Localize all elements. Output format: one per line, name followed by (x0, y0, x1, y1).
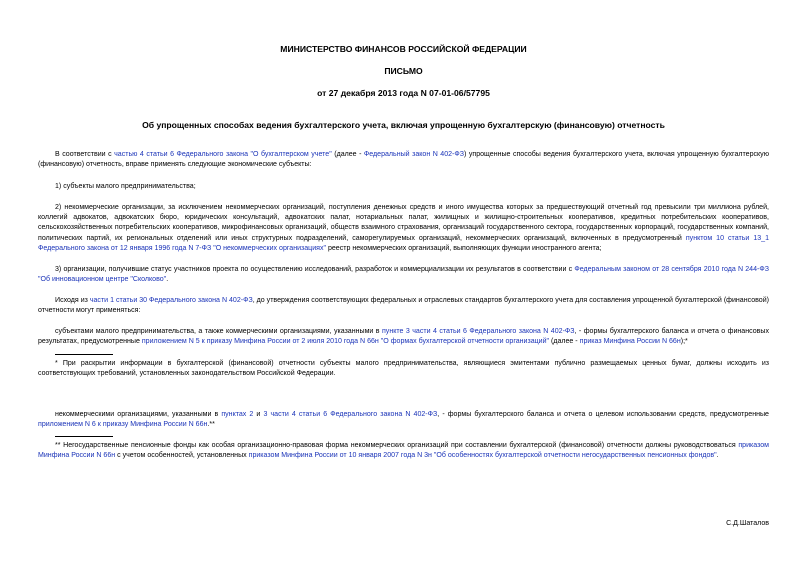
paragraph-small-business (38, 327, 769, 347)
text: некоммерческими организациями, указанными в (55, 411, 222, 418)
link-order-66n-pension[interactable]: приказом Минфина России N 66н (38, 442, 769, 460)
link-law-art30[interactable]: части 1 статьи 30 Федерального закона N 402-ФЗ (89, 297, 253, 304)
text: ** Негосударственные пенсионные фонды как особая организационно-правовая форма некоммерческих организаций при составлении бухгалтерской (финансовой) отчетности должны руководствоваться (55, 442, 739, 449)
footnote-1 (38, 359, 769, 379)
paragraph-item-1 (38, 182, 769, 192)
text: (далее - (331, 151, 364, 158)
link-law-items2[interactable]: пунктах 2 (221, 411, 254, 418)
text: , - формы бухгалтерского баланса и отчета о целевом использовании средств, предусмотренные (437, 411, 769, 418)
text: субъектами малого предпринимательства, а также коммерческими организациями, указанными в (55, 328, 382, 335)
footnote-2 (38, 441, 769, 461)
signature: С.Д.Шаталов (726, 520, 769, 527)
link-law-244fz[interactable]: Федеральным законом от 28 сентября 2010 года N 244-ФЗ "Об инновационном центре "Сколково" (38, 266, 769, 284)
text: ) упрощенные способы ведения бухгалтерского учета, включая упрощенную бухгалтерскую (финансовую) отчетность, вправе применять следующие экономические субъекты: (38, 151, 769, 169)
text: * При раскрытии информации в бухгалтерской (финансовой) отчетности субъекты малого предпринимательства, являющиеся эмитентами публично размещаемых ценных бумаг, должны исходить из соответствующих требований, установленных законодательством Российской Федерации. (38, 360, 769, 378)
paragraph-nonprofit (38, 410, 769, 430)
text: 1) субъекты малого предпринимательства; (55, 183, 196, 190)
text: и (253, 411, 264, 418)
text: );* (680, 338, 688, 346)
paragraph-basis (38, 296, 769, 316)
text: В соответствии с (55, 151, 115, 158)
paragraph-intro (38, 150, 769, 170)
link-law-402fz[interactable]: Федеральный закон N 402-ФЗ (363, 151, 465, 158)
text: с учетом особенностей, установленных (115, 452, 249, 460)
text: 2) некоммерческие организации, за исключением некоммерческих организаций, поступления денежных средств и иного имущества которых за предшествующий отчетный год превысили три миллиона рублей, коллегий адвокатов, адвокатских бюро, юридических консультаций, адвокатских палат, нотариальных палат, жилищных и жилищно-строительных кооперативов, кредитных потребительских кооперативов, сельскохозяйственных потребительских кооперативов, микрофинансовых организаций, обществ взаимного страхования, организаций государственного сектора, государственных корпораций, государственных компаний, политических партий, их региональных отделений или иных структурных подразделений, саморегулируемых организаций, некоммерческих организаций, включенных в предусмотренный (38, 204, 769, 242)
text: . (166, 276, 169, 284)
footnote-divider (55, 354, 113, 355)
link-order-66n-annex5[interactable]: приложением N 5 к приказу Минфина России от 2 июля 2010 года N 66н "О формах бухгалтерской отчетности организаций" (141, 338, 550, 346)
link-order-66n-annex6[interactable]: приложением N 6 к приказу Минфина России N 66н (38, 421, 208, 429)
link-law-part4-art6[interactable]: частью 4 статьи 6 Федерального закона "О бухгалтерском учете" (114, 151, 332, 158)
text: , до утверждения соответствующих федеральных и отраслевых стандартов бухгалтерского учета для составления упрощенной бухгалтерской (финансовой) отчетности могут применяться: (38, 297, 770, 315)
text: .** (207, 421, 215, 429)
paragraph-item-3 (38, 265, 769, 285)
link-law-7fz[interactable]: пунктом 10 статьи 13_1 Федерального закона от 12 января 1996 года N 7-ФЗ "О некоммерческих организациях" (38, 234, 770, 252)
link-law-item3[interactable]: пункте 3 части 4 статьи 6 Федерального закона N 402-ФЗ (381, 328, 575, 335)
text: , - формы бухгалтерского баланса и отчета о финансовых результатах, предусмотренные (38, 328, 769, 346)
text: 3) организации, получившие статус участников проекта по осуществлению исследований, разработок и коммерциализации их результатов в соответствии с (55, 266, 575, 273)
text: реестр некоммерческих организаций, выполняющих функции иностранного агента; (326, 244, 602, 252)
ministry-heading: МИНИСТЕРСТВО ФИНАНСОВ РОССИЙСКОЙ ФЕДЕРАЦИИ (280, 44, 527, 54)
text: . (716, 452, 719, 460)
doc-type-heading: ПИСЬМО (384, 66, 423, 76)
subject-heading: Об упрощенных способах ведения бухгалтерского учета, включая упрощенную бухгалтерскую (финансовую) отчетность (142, 120, 665, 130)
link-law-item3-part4[interactable]: 3 части 4 статьи 6 Федерального закона N 402-ФЗ (263, 411, 438, 418)
paragraph-item-2 (38, 203, 769, 254)
text: (далее - (549, 338, 580, 346)
link-order-3n[interactable]: приказом Минфина России от 10 января 2007 года N 3н "Об особенностях бухгалтерской отчетности негосударственных пенсионных фондов" (248, 452, 717, 460)
footnote-divider (55, 436, 113, 437)
date-number-heading: от 27 декабря 2013 года N 07-01-06/57795 (317, 88, 490, 98)
text: Исходя из (55, 297, 90, 304)
link-order-66n[interactable]: приказ Минфина России N 66н (579, 338, 681, 346)
